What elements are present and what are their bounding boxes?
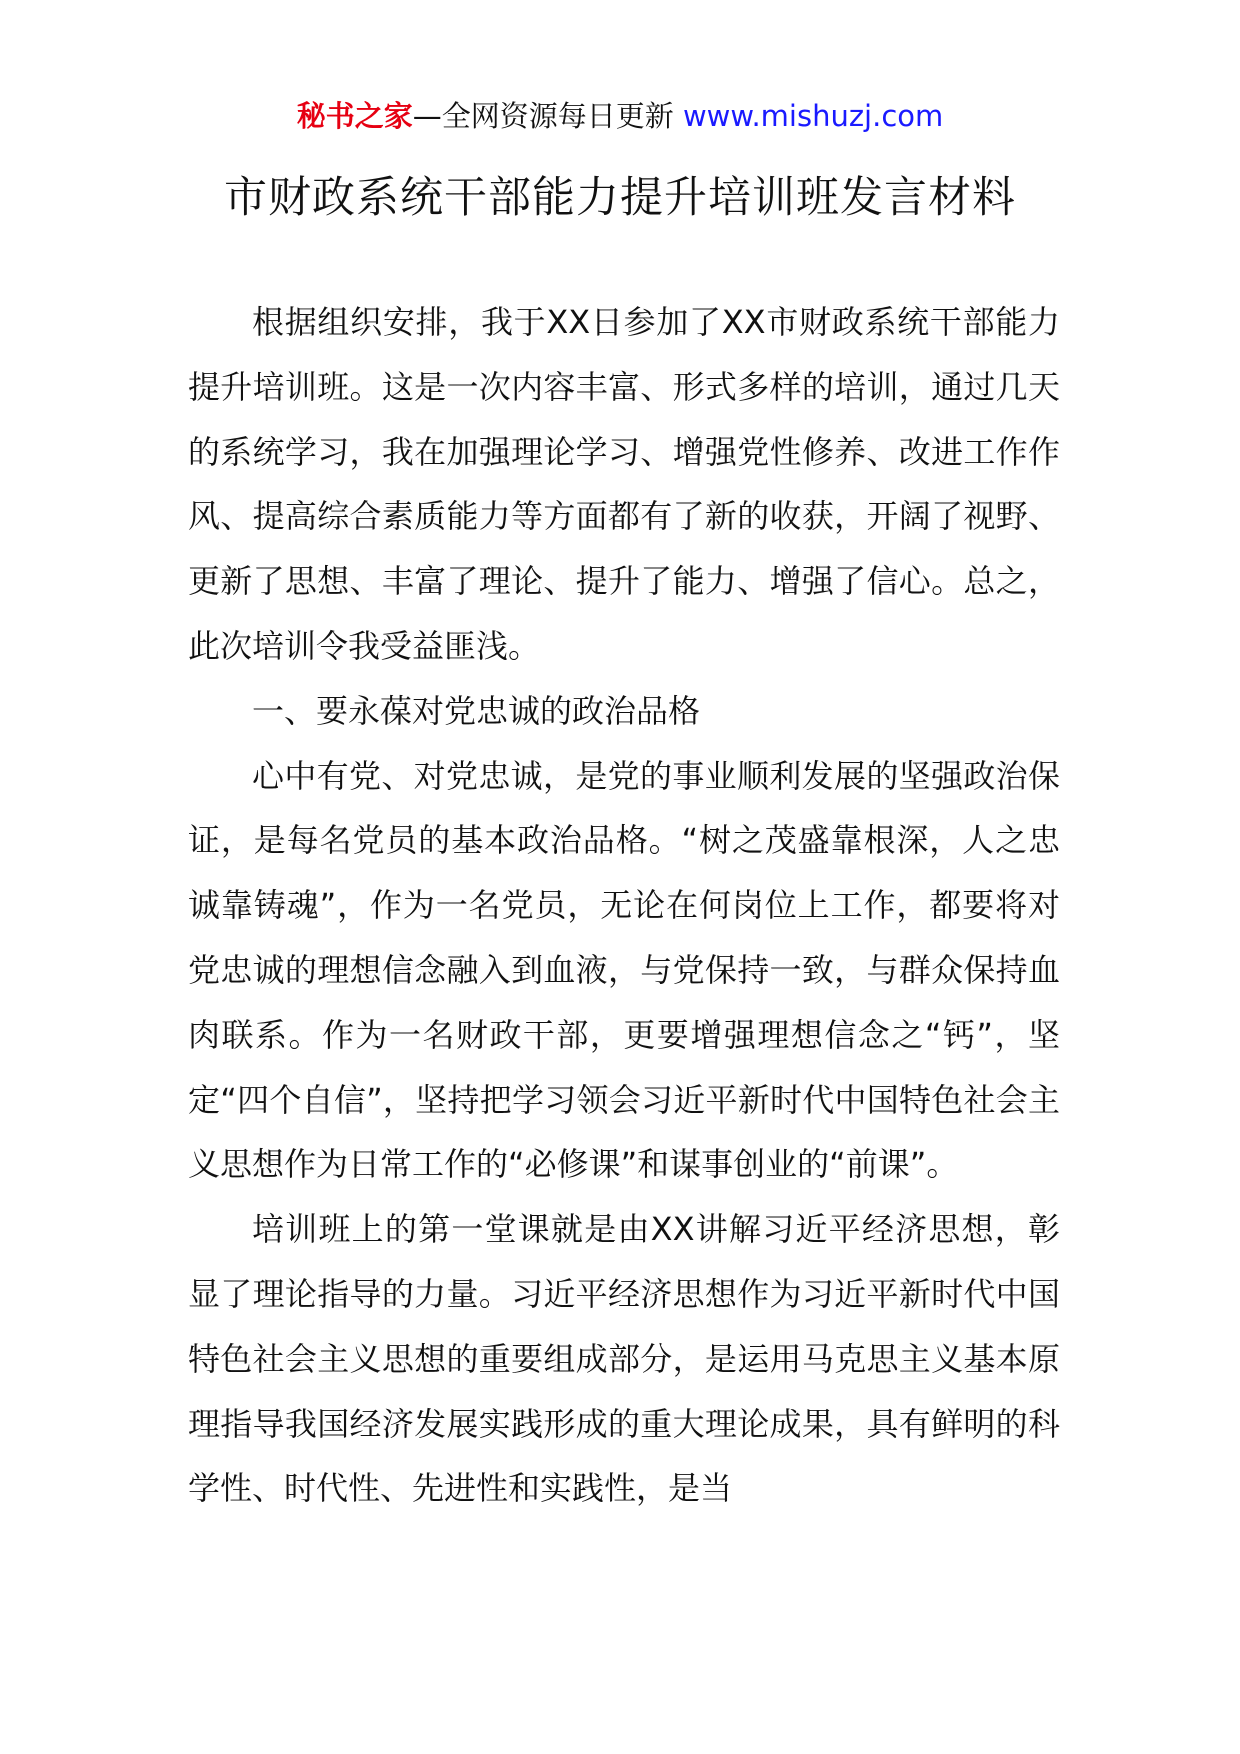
paragraph-first-lesson: 培训班上的第一堂课就是由XX讲解习近平经济思想，彰显了理论指导的力量。习近平经济思想作为习近平新时代中国特色社会主义思想的重要组成部分，是运用马克思主义基本原理指导我国经济发展实践形成的重大理论成果，具有鲜明的科学性、时代性、先进性和实践性，是当 (188, 1210, 1060, 1508)
site-brand: 秘书之家 (296, 99, 413, 133)
site-tagline: —全网资源每日更新 (412, 99, 674, 133)
site-banner (0, 96, 1240, 136)
document-body (188, 290, 1060, 1521)
section-heading-1: 一、要永葆对党忠诚的政治品格 (252, 691, 701, 730)
site-url-link[interactable]: www.mishuzj.com (682, 99, 944, 133)
document-title: 市财政系统干部能力提升培训班发言材料 (224, 173, 1016, 223)
paragraph-intro: 根据组织安排，我于XX日参加了XX市财政系统干部能力提升培训班。这是一次内容丰富、形式多样的培训，通过几天的系统学习，我在加强理论学习、增强党性修养、改进工作作风、提高综合素质能力等方面都有了新的收获，开阔了视野、更新了思想、丰富了理论、提升了能力、增强了信心。总之，此次培训令我受益匪浅。 (188, 303, 1060, 665)
paragraph-loyalty: 心中有党、对党忠诚，是党的事业顺利发展的坚强政治保证，是每名党员的基本政治品格。“树之茂盛靠根深，人之忠诚靠铸魂”，作为一名党员，无论在何岗位上工作，都要将对党忠诚的理想信念融入到血液，与党保持一致，与群众保持血肉联系。作为一名财政干部，更要增强理想信念之“钙”，坚定“四个自信”，坚持把学习领会习近平新时代中国特色社会主义思想作为日常工作的“必修课”和谋事创业的“前课”。 (188, 756, 1060, 1184)
